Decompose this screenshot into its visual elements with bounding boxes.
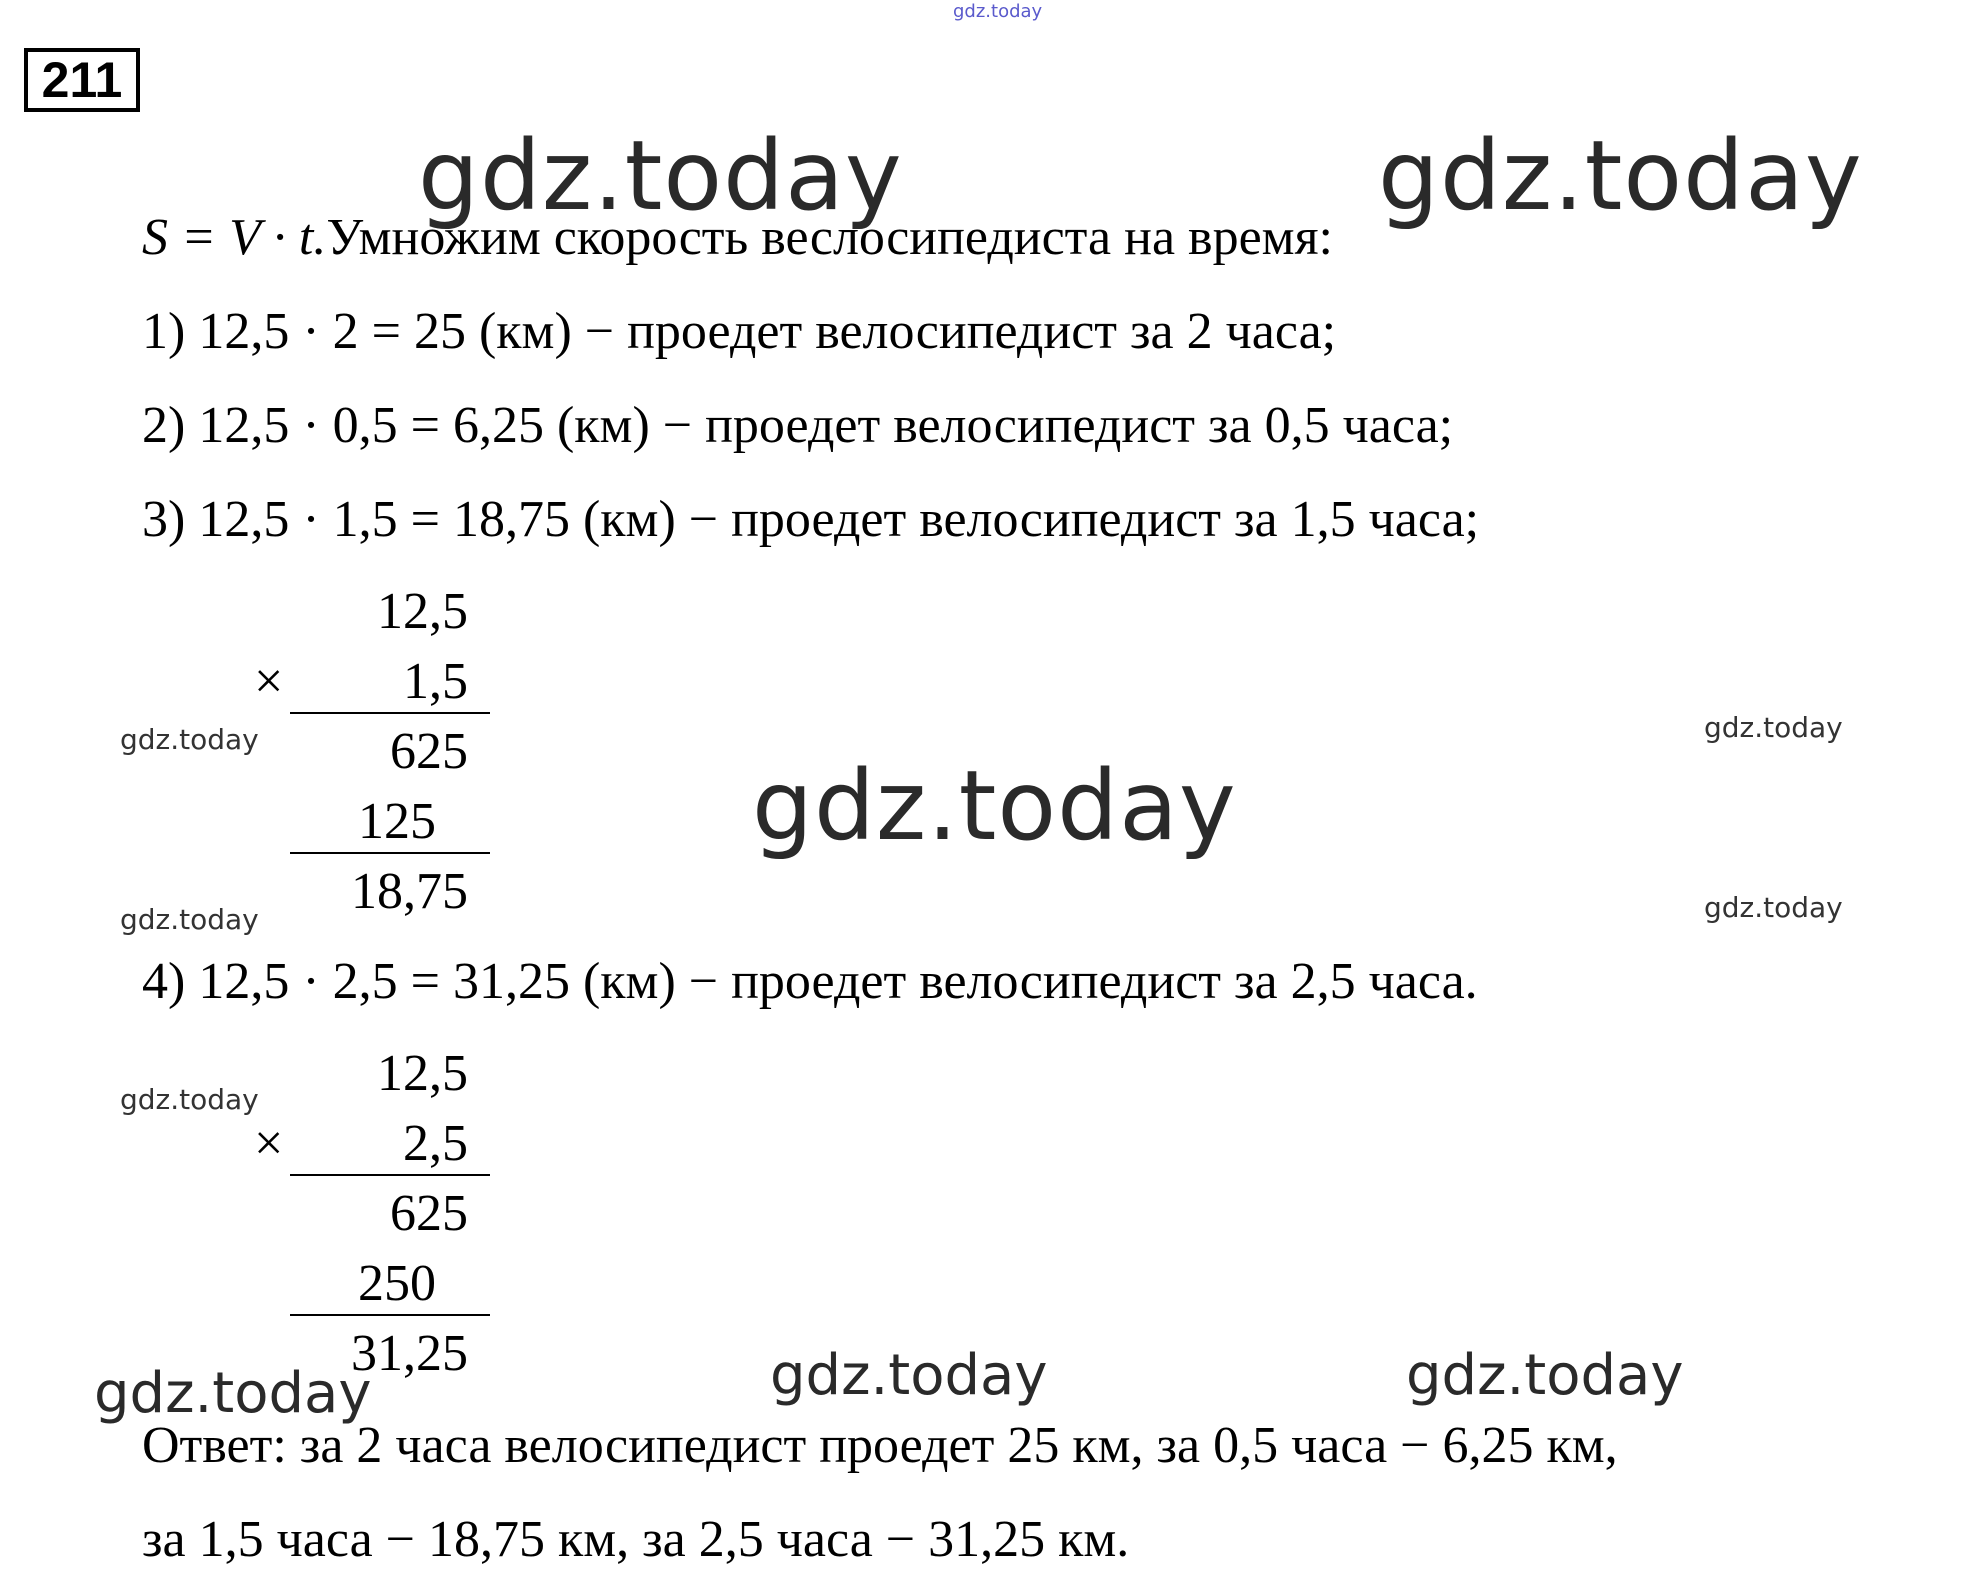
- watermark: gdz.today: [120, 1083, 259, 1116]
- answer-line-2: за 1,5 часа − 18,75 км, за 2,5 часа − 31,25 км.: [142, 1511, 1130, 1568]
- watermark: gdz.today: [94, 1361, 372, 1426]
- calc2-rule-2: [290, 1314, 490, 1316]
- task-number: 211: [24, 48, 140, 112]
- watermark: gdz.today: [1378, 120, 1863, 232]
- watermark: gdz.today: [1704, 891, 1843, 924]
- calc1-partial-2: 125: [358, 793, 436, 850]
- formula: S = V · t.: [142, 209, 327, 266]
- watermark: gdz.today: [752, 750, 1237, 862]
- calc2-times-sign: ×: [254, 1115, 284, 1172]
- calc2-multiplier: 2,5: [403, 1115, 468, 1172]
- watermark: gdz.today: [418, 120, 903, 232]
- intro-text: Умножим скорость веслосипедиста на время:: [326, 209, 1333, 266]
- step-4: 4) 12,5 · 2,5 = 31,25 (км) − проедет велосипедист за 2,5 часа.: [142, 953, 1478, 1010]
- site-mark-top: gdz.today: [953, 1, 1043, 22]
- calc1-partial-1: 625: [390, 723, 468, 780]
- calc1-multiplicand: 12,5: [377, 583, 468, 640]
- calc1-result: 18,75: [351, 863, 468, 920]
- watermark: gdz.today: [120, 903, 259, 936]
- calc1-rule-2: [290, 852, 490, 854]
- watermark: gdz.today: [770, 1343, 1048, 1408]
- watermark: gdz.today: [120, 723, 259, 756]
- calc1-times-sign: ×: [254, 653, 284, 710]
- step-2: 2) 12,5 · 0,5 = 6,25 (км) − проедет велосипедист за 0,5 часа;: [142, 397, 1454, 454]
- step-1: 1) 12,5 · 2 = 25 (км) − проедет велосипедист за 2 часа;: [142, 303, 1337, 360]
- calc2-result: 31,25: [351, 1325, 468, 1382]
- watermark: gdz.today: [1406, 1343, 1684, 1408]
- watermark: gdz.today: [1704, 711, 1843, 744]
- calc2-rule-1: [290, 1174, 490, 1176]
- calc2-partial-2: 250: [358, 1255, 436, 1312]
- answer-line-1: Ответ: за 2 часа велосипедист проедет 25 км, за 0,5 часа − 6,25 км,: [142, 1417, 1618, 1474]
- formula-line: [142, 208, 1333, 268]
- calc1-rule-1: [290, 712, 490, 714]
- step-3: 3) 12,5 · 1,5 = 18,75 (км) − проедет велосипедист за 1,5 часа;: [142, 491, 1480, 548]
- calc1-multiplier: 1,5: [403, 653, 468, 710]
- calc2-partial-1: 625: [390, 1185, 468, 1242]
- calc2-multiplicand: 12,5: [377, 1045, 468, 1102]
